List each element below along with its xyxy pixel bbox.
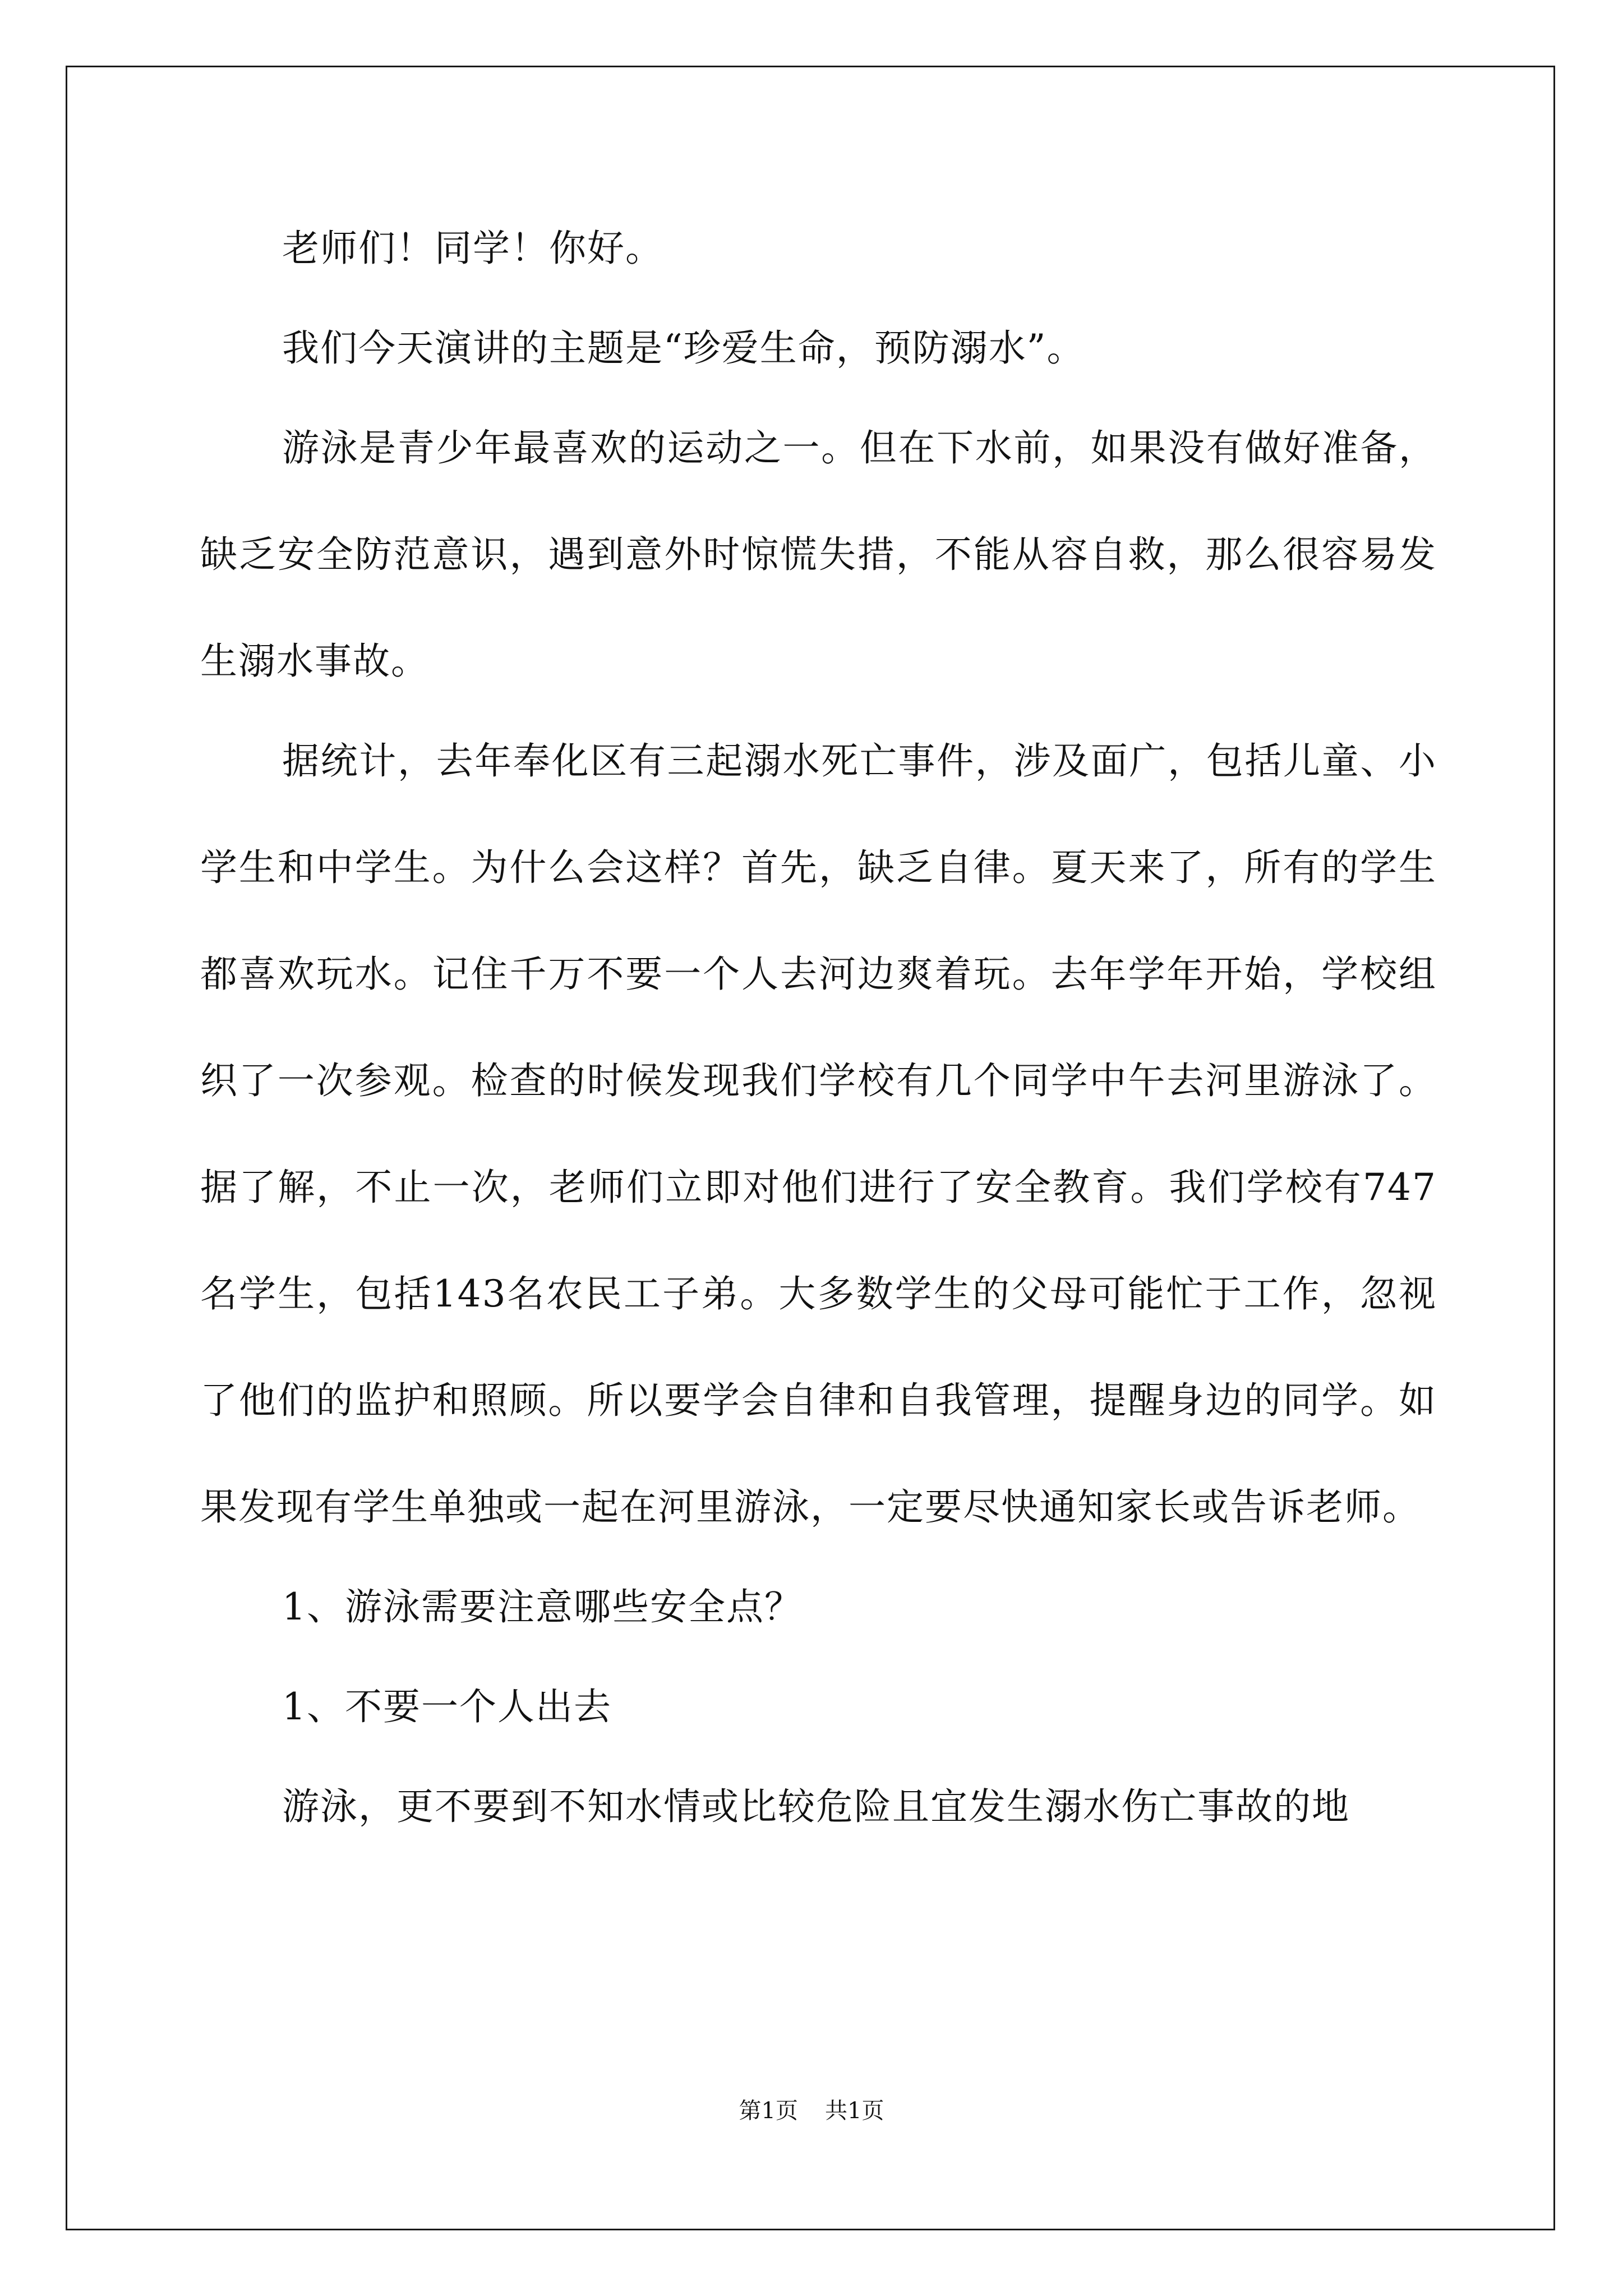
paragraph-intro: 游泳是青少年最喜欢的运动之一。但在下水前，如果没有做好准备，缺乏安全防范意识，遇到意外时惊慌失措，不能从容自救，那么很容易发生溺水事故。 (200, 426, 1437, 683)
paragraph-point-1-detail: 游泳，更不要到不知水情或比较危险且宜发生溺水伤亡事故的地 (282, 1785, 1350, 1828)
paragraph-greeting: 老师们！同学！你好。 (282, 227, 663, 270)
page-footer (0, 2095, 1623, 2127)
paragraph-point-1: 1、不要一个人出去 (282, 1685, 612, 1728)
page-number-current: 第1页 (739, 2098, 798, 2124)
document-body (200, 222, 1437, 1880)
page-number-total: 共1页 (825, 2098, 884, 2124)
paragraph-heading-safety: 1、游泳需要注意哪些安全点？ (282, 1585, 803, 1628)
paragraph-statistics: 据统计，去年奉化区有三起溺水死亡事件，涉及面广，包括儿童、小学生和中学生。为什么会这样？首先，缺乏自律。夏天来了，所有的学生都喜欢玩水。记住千万不要一个人去河边爽着玩。去年学年开始，学校组织了一次参观。检查的时候发现我们学校有几个同学中午去河里游泳了。据了解，不止一次，老师们立即对他们进行了安全教育。我们学校有747名学生，包括143名农民工子弟。大多数学生的父母可能忙于工作，忽视了他们的监护和照顾。所以要学会自律和自我管理，提醒身边的同学。如果发现有学生单独或一起在河里游泳，一定要尽快通知家长或告诉老师。 (200, 739, 1437, 1529)
paragraph-topic: 我们今天演讲的主题是“珍爱生命，预防溺水”。 (282, 326, 1085, 370)
